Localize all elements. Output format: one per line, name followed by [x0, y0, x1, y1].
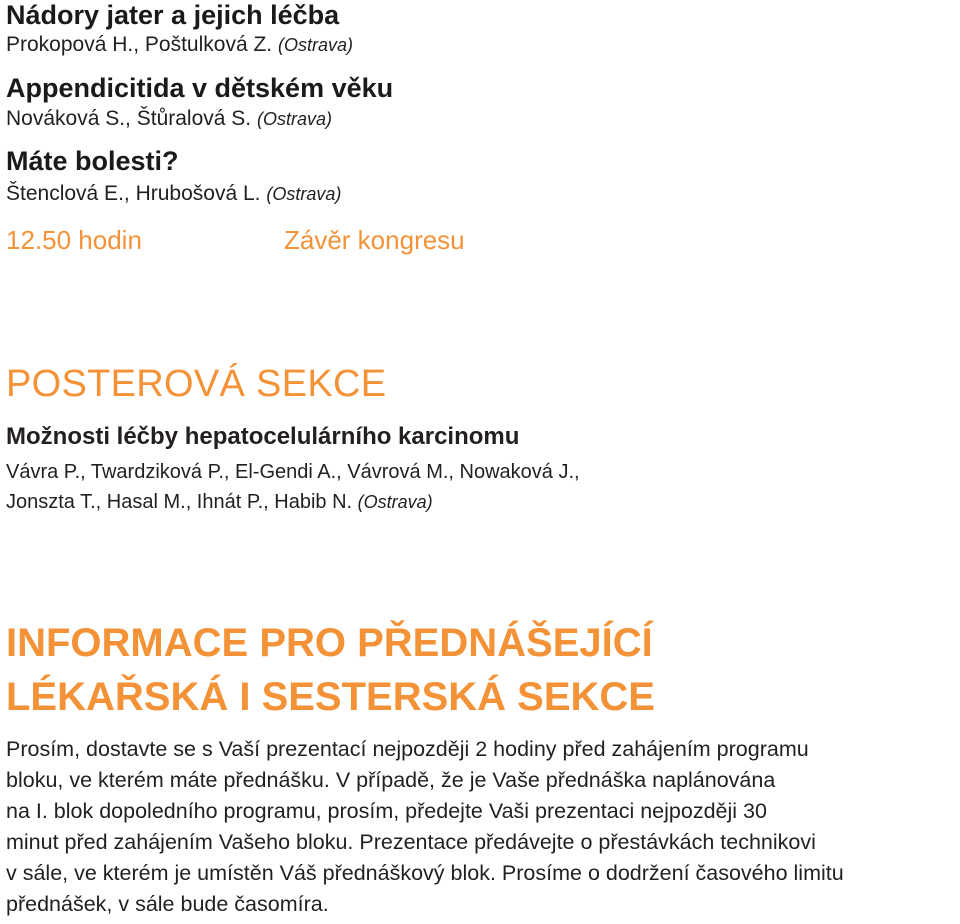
talk-authors — [6, 106, 332, 132]
info-line: bloku, ve kterém máte přednášku. V případě, že je Vaše přednáška naplánována — [6, 768, 776, 792]
authors-city: (Ostrava) — [266, 184, 342, 204]
info-heading-line1: INFORMACE PRO PŘEDNÁŠEJÍCÍ — [6, 621, 653, 665]
authors-names: Jonszta T., Hasal M., Ihnát P., Habib N. — [6, 491, 353, 513]
authors-city: (Ostrava) — [277, 35, 353, 55]
authors-names: Prokopová H., Poštulková Z. — [6, 33, 273, 56]
closing-row — [6, 225, 606, 255]
poster-section-heading: POSTEROVÁ SEKCE — [6, 363, 387, 405]
info-line: na I. blok dopoledního programu, prosím, předejte Vaši prezentaci nejpozději 30 — [6, 799, 767, 823]
closing-label: Závěr kongresu — [284, 225, 465, 255]
authors-names: Štenclová E., Hrubošová L. — [6, 182, 261, 205]
talk-authors — [6, 181, 341, 207]
poster-authors-line2 — [6, 486, 433, 518]
info-line: v sále, ve kterém je umístěn Váš přednáškový blok. Prosíme o dodržení časového limitu — [6, 861, 844, 885]
info-heading-line2: LÉKAŘSKÁ I SESTERSKÁ SEKCE — [6, 675, 655, 719]
poster-title: Možnosti léčby hepatocelulárního karcinomu — [6, 423, 520, 450]
talk-authors — [6, 32, 353, 58]
info-line: přednášek, v sále bude časomíra. — [6, 892, 329, 916]
talk-title: Máte bolesti? — [6, 146, 179, 176]
talk-title: Appendicitida v dětském věku — [6, 73, 394, 103]
talk-title: Nádory jater a jejich léčba — [6, 0, 340, 30]
authors-names: Nováková S., Štůralová S. — [6, 107, 252, 130]
info-line: Prosím, dostavte se s Vaší prezentací nejpozději 2 hodiny před zahájením programu — [6, 737, 809, 761]
poster-authors-line1: Vávra P., Twardziková P., El-Gendi A., Vávrová M., Nowaková J., — [6, 461, 580, 483]
info-line: minut před zahájením Vašeho bloku. Prezentace předávejte o přestávkách technikovi — [6, 830, 816, 854]
closing-time: 12.50 hodin — [6, 225, 142, 255]
authors-city: (Ostrava) — [256, 109, 332, 129]
authors-city: (Ostrava) — [357, 492, 433, 512]
info-paragraph — [6, 734, 960, 920]
